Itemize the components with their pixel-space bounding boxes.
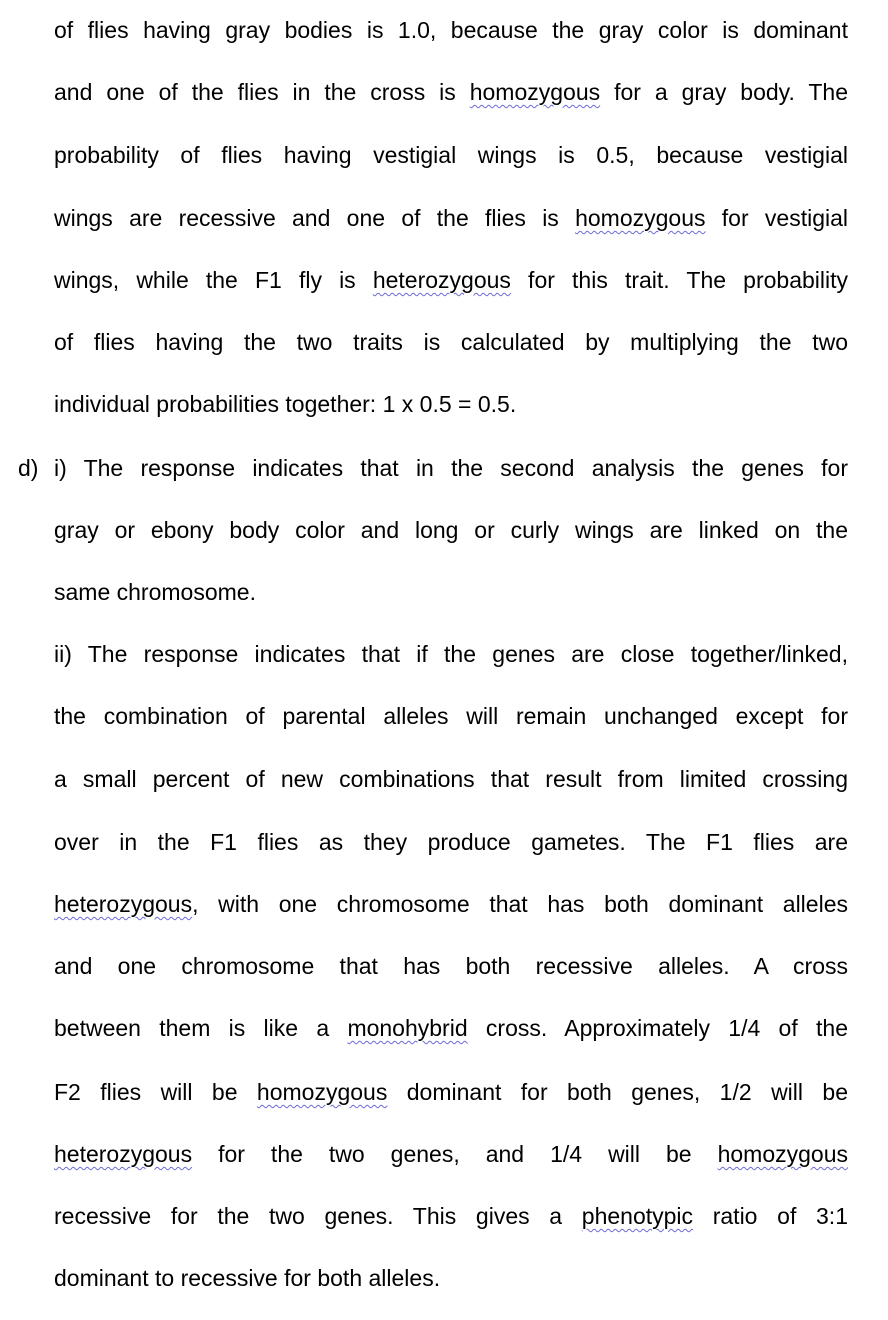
text-run: for the two genes, and 1/4 will be [192,1141,718,1167]
text-line [54,516,848,544]
text-line [54,890,848,918]
spellcheck-flagged-word: heterozygous [54,891,193,917]
text-run: ii) The response indicates that if the genes are close together/linked, [54,641,848,667]
text-run: , with one chromosome that has both dominant alleles [192,891,848,917]
part-d-marker: d) [18,455,39,481]
text-run: wings are recessive and one of the flies is [54,205,576,231]
text-run: F2 flies will be [54,1079,257,1105]
text-run: same chromosome. [54,579,256,605]
text-line [54,1078,848,1106]
text-line [54,828,848,856]
text-run: ratio of 3:1 [693,1203,848,1229]
text-line [54,952,848,980]
text-run: cross. Approximately 1/4 of the [467,1015,848,1041]
text-line [54,702,848,730]
text-line [54,578,848,606]
text-run: individual probabilities together: 1 x 0.5 = 0.5. [54,391,517,417]
text-line [54,204,848,232]
text-line [54,454,848,482]
text-run: and one of the flies in the cross is [54,79,470,105]
text-line [54,16,848,44]
spellcheck-flagged-word: homozygous [256,1079,388,1105]
text-run: and one chromosome that has both recessive alleles. A cross [54,953,848,979]
text-run: for this trait. The probability [510,267,848,293]
text-line [54,1264,848,1292]
spellcheck-flagged-word: homozygous [469,79,601,105]
text-line [54,141,848,169]
text-run: gray or ebony body color and long or curly wings are linked on the [54,517,848,543]
text-run: over in the F1 flies as they produce gametes. The F1 flies are [54,829,848,855]
spellcheck-flagged-word: phenotypic [581,1203,694,1229]
text-run: of flies having gray bodies is 1.0, because the gray color is dominant [54,17,848,43]
spellcheck-flagged-word: heterozygous [372,267,511,293]
text-line [54,765,848,793]
text-line [54,640,848,668]
text-line [54,328,848,356]
text-run: probability of flies having vestigial wings is 0.5, because vestigial [54,142,848,168]
text-line [54,1014,848,1042]
text-run: the combination of parental alleles will remain unchanged except for [54,703,848,729]
text-run: dominant to recessive for both alleles. [54,1265,441,1291]
spellcheck-flagged-word: monohybrid [347,1015,468,1041]
text-line [54,390,848,418]
text-run: dominant for both genes, 1/2 will be [387,1079,848,1105]
text-run: between them is like a [54,1015,348,1041]
spellcheck-flagged-word: homozygous [717,1141,848,1167]
text-line [54,1140,848,1168]
text-line [54,1202,848,1230]
text-run: recessive for the two genes. This gives a [54,1203,582,1229]
text-run: for vestigial [705,205,849,231]
text-line [54,78,848,106]
spellcheck-flagged-word: homozygous [575,205,706,231]
text-run: wings, while the F1 fly is [54,267,373,293]
spellcheck-flagged-word: heterozygous [54,1141,193,1167]
text-run: of flies having the two traits is calculated by multiplying the two [54,329,848,355]
text-line [54,266,848,294]
text-run: a small percent of new combinations that result from limited crossing [54,766,848,792]
text-run: for a gray body. The [600,79,848,105]
text-run: i) The response indicates that in the second analysis the genes for [54,455,848,481]
